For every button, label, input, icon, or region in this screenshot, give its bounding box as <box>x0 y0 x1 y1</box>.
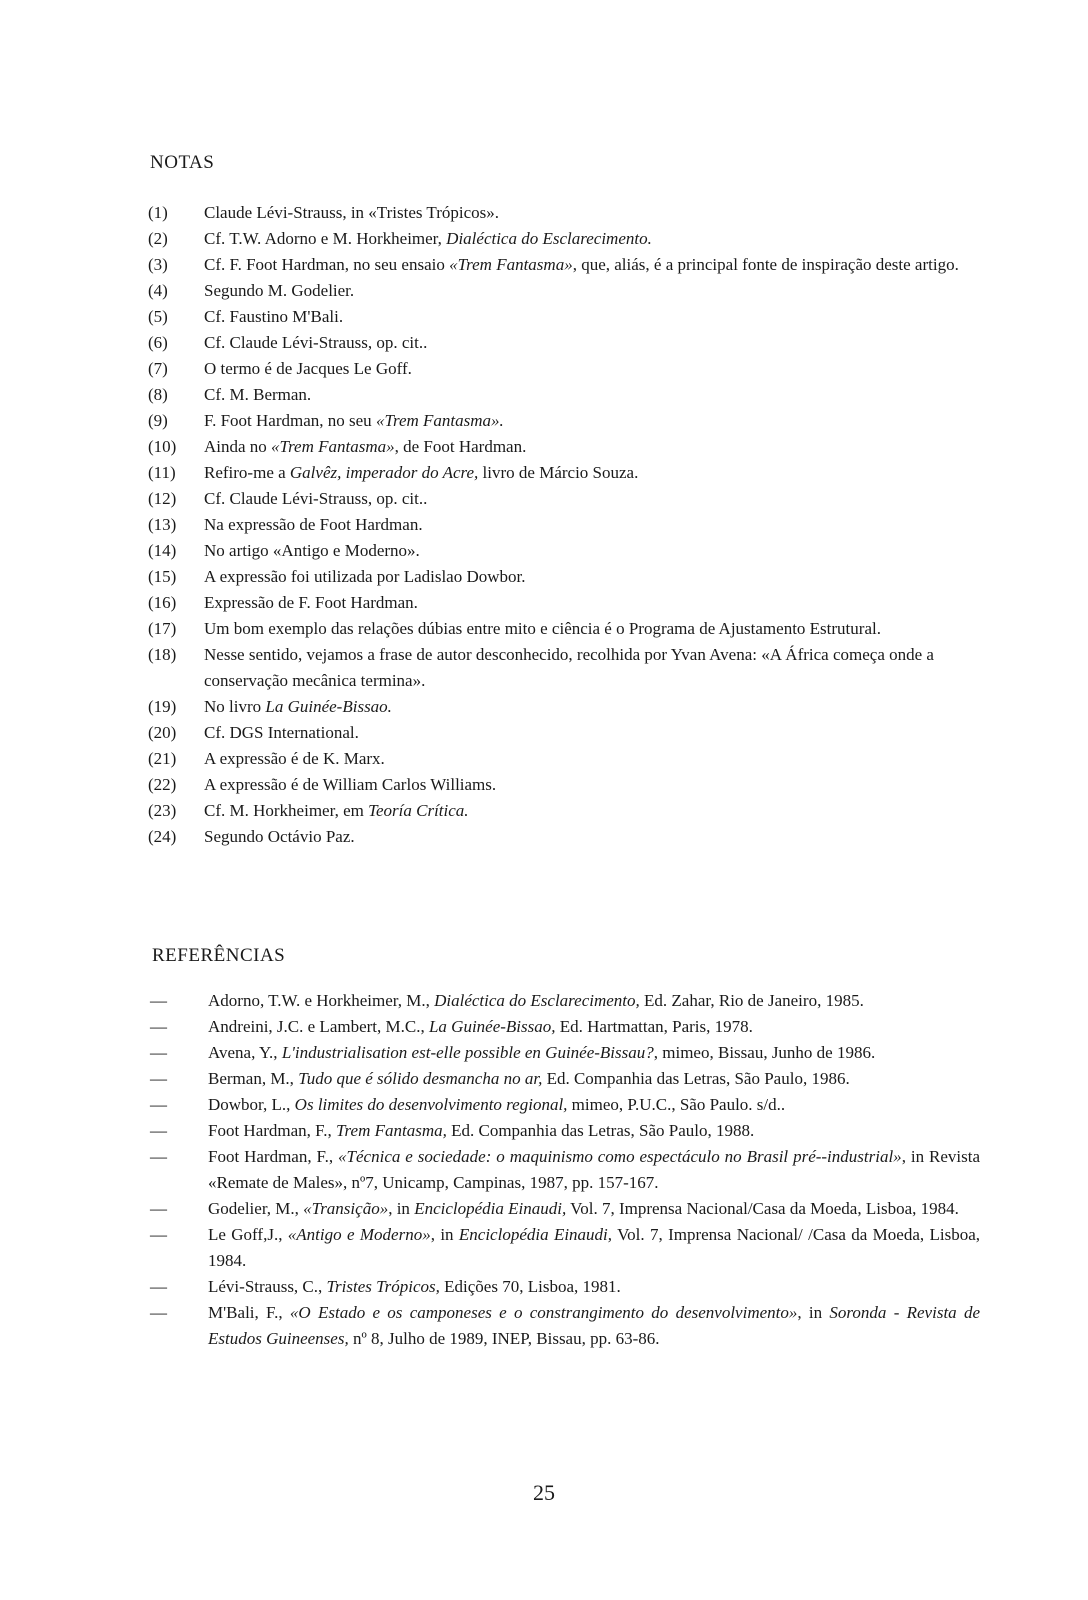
note-text <box>204 564 978 590</box>
text-segment: Adorno, T.W. e Horkheimer, M., <box>208 991 435 1010</box>
italic-title: Tristes Trópicos, <box>326 1277 440 1296</box>
reference-text <box>208 1066 980 1092</box>
note-item <box>148 798 978 824</box>
italic-title: «Trem Fantasma» <box>271 437 395 456</box>
note-text <box>204 226 978 252</box>
reference-dash: — <box>150 1121 167 1140</box>
text-segment: No livro <box>204 697 266 716</box>
text-segment: Refiro-me a <box>204 463 290 482</box>
note-number: (9) <box>148 411 168 430</box>
note-text <box>204 356 978 382</box>
italic-title: «O Estado e os camponeses e o constrangimento do desenvolvimento» <box>289 1303 798 1322</box>
note-number: (23) <box>148 801 177 820</box>
text-segment: Segundo Octávio Paz. <box>204 827 355 846</box>
text-segment: Cf. M. Horkheimer, em <box>204 801 369 820</box>
text-segment: , que, aliás, é a principal fonte de inspiração deste artigo. <box>572 255 959 274</box>
note-item <box>148 278 978 304</box>
references-list <box>150 988 980 1352</box>
italic-title: Os limites do desenvolvimento regional, <box>294 1095 568 1114</box>
reference-dash: — <box>150 1043 167 1062</box>
reference-text <box>208 1014 980 1040</box>
text-segment: livro de Márcio Souza. <box>478 463 639 482</box>
note-text <box>204 252 978 278</box>
notes-list <box>148 200 978 850</box>
note-text <box>204 642 978 694</box>
italic-title: «Transição» <box>303 1199 389 1218</box>
text-segment: Foot Hardman, F., <box>208 1121 337 1140</box>
text-segment: Cf. F. Foot Hardman, no seu ensaio <box>204 255 450 274</box>
note-item <box>148 330 978 356</box>
italic-title: Dialéctica do Esclarecimento. <box>446 229 652 248</box>
note-number: (18) <box>148 645 177 664</box>
note-text <box>204 590 978 616</box>
text-segment: , mimeo, Bissau, Junho de 1986. <box>653 1043 876 1062</box>
note-item <box>148 616 978 642</box>
note-item <box>148 252 978 278</box>
text-segment: Na expressão de Foot Hardman. <box>204 515 423 534</box>
note-number: (14) <box>148 541 177 560</box>
reference-text <box>208 1118 980 1144</box>
text-segment: Cf. Faustino M'Bali. <box>204 307 344 326</box>
note-item <box>148 590 978 616</box>
italic-title: Soronda - Revista de Estudos Guineenses, <box>208 1303 980 1348</box>
note-number: (13) <box>148 515 177 534</box>
note-number: (3) <box>148 255 168 274</box>
note-text <box>204 486 978 512</box>
note-text <box>204 512 978 538</box>
reference-text <box>208 1144 980 1196</box>
italic-title: Trem Fantasma, <box>336 1121 447 1140</box>
note-text <box>204 460 978 486</box>
text-segment: mimeo, P.U.C., São Paulo. s/d.. <box>567 1095 786 1114</box>
text-segment: Foot Hardman, F., <box>208 1147 339 1166</box>
text-segment: Ed. Zahar, Rio de Janeiro, 1985. <box>639 991 864 1010</box>
reference-item <box>150 1196 980 1222</box>
note-item <box>148 460 978 486</box>
note-number: (5) <box>148 307 168 326</box>
text-segment: Edições 70, Lisboa, 1981. <box>439 1277 621 1296</box>
reference-item <box>150 1040 980 1066</box>
note-text <box>204 772 978 798</box>
note-text <box>204 200 978 226</box>
note-text <box>204 330 978 356</box>
note-item <box>148 824 978 850</box>
text-segment: Andreini, J.C. e Lambert, M.C., <box>208 1017 429 1036</box>
note-number: (20) <box>148 723 177 742</box>
note-number: (6) <box>148 333 168 352</box>
reference-dash: — <box>150 1147 167 1166</box>
reference-dash: — <box>150 1017 167 1036</box>
note-number: (8) <box>148 385 168 404</box>
note-number: (11) <box>148 463 176 482</box>
note-text <box>204 720 978 746</box>
note-item <box>148 642 978 694</box>
text-segment: Ed. Companhia das Letras, São Paulo, 1988. <box>446 1121 755 1140</box>
italic-title: «Trem Fantasma» <box>449 255 573 274</box>
text-segment: F. Foot Hardman, no seu <box>204 411 376 430</box>
text-segment: Segundo M. Godelier. <box>204 281 355 300</box>
text-segment: Um bom exemplo das relações dúbias entre mito e ciência é o Programa de Ajustamento Estrutural. <box>204 619 881 638</box>
italic-title: Dialéctica do Esclarecimento, <box>434 991 640 1010</box>
italic-title: Teoría Crítica. <box>368 801 469 820</box>
text-segment: , in <box>388 1199 415 1218</box>
text-segment: Berman, M., <box>208 1069 299 1088</box>
reference-text <box>208 1222 980 1274</box>
reference-dash: — <box>150 1069 167 1088</box>
references-heading: REFERÊNCIAS <box>152 945 286 966</box>
reference-text <box>208 1274 980 1300</box>
text-segment: Expressão de F. Foot Hardman. <box>204 593 418 612</box>
note-number: (16) <box>148 593 177 612</box>
note-number: (19) <box>148 697 177 716</box>
note-number: (4) <box>148 281 168 300</box>
reference-item <box>150 1066 980 1092</box>
note-item <box>148 304 978 330</box>
text-segment: Lévi-Strauss, C., <box>208 1277 327 1296</box>
note-number: (21) <box>148 749 177 768</box>
note-item <box>148 772 978 798</box>
reference-item <box>150 1144 980 1196</box>
note-number: (24) <box>148 827 177 846</box>
text-segment: Cf. M. Berman. <box>204 385 312 404</box>
note-number: (17) <box>148 619 177 638</box>
italic-title: La Guinée-Bissao, <box>428 1017 556 1036</box>
text-segment: A expressão é de K. Marx. <box>204 749 385 768</box>
note-text <box>204 824 978 850</box>
italic-title: Enciclopédia Einaudi, <box>458 1225 613 1244</box>
note-item <box>148 512 978 538</box>
note-text <box>204 538 978 564</box>
note-item <box>148 434 978 460</box>
text-segment: Ainda no <box>204 437 272 456</box>
note-item <box>148 226 978 252</box>
italic-title: Enciclopédia Einaudi, <box>414 1199 567 1218</box>
italic-title: La Guinée-Bissao. <box>265 697 392 716</box>
note-text <box>204 694 978 720</box>
text-segment: Claude Lévi-Strauss, in «Tristes Trópicos». <box>204 203 500 222</box>
text-segment: , in <box>797 1303 830 1322</box>
text-segment: M'Bali, F., <box>208 1303 290 1322</box>
reference-item <box>150 1092 980 1118</box>
reference-dash: — <box>150 1303 167 1322</box>
note-number: (22) <box>148 775 177 794</box>
reference-dash: — <box>150 1199 167 1218</box>
text-segment: Vol. 7, Imprensa Nacional/Casa da Moeda, Lisboa, 1984. <box>566 1199 959 1218</box>
text-segment: Cf. Claude Lévi-Strauss, op. cit.. <box>204 333 428 352</box>
text-segment: Ed. Companhia das Letras, São Paulo, 1986. <box>542 1069 850 1088</box>
note-text <box>204 408 978 434</box>
italic-title: «Antigo e Moderno» <box>287 1225 431 1244</box>
note-text <box>204 278 978 304</box>
text-segment: Cf. DGS International. <box>204 723 359 742</box>
note-text <box>204 382 978 408</box>
note-item <box>148 382 978 408</box>
reference-item <box>150 1300 980 1352</box>
note-number: (10) <box>148 437 177 456</box>
italic-title: «Trem Fantasma». <box>375 411 504 430</box>
text-segment: Vol. 7, Imprensa Nacional/ /Casa da Moeda, Lisboa, 1984. <box>208 1225 980 1270</box>
reference-item <box>150 1118 980 1144</box>
text-segment: Ed. Hartmattan, Paris, 1978. <box>555 1017 753 1036</box>
reference-text <box>208 988 980 1014</box>
note-number: (1) <box>148 203 168 222</box>
notes-heading: NOTAS <box>150 152 215 173</box>
text-segment: A expressão foi utilizada por Ladislao Dowbor. <box>204 567 526 586</box>
text-segment: nº 8, Julho de 1989, INEP, Bissau, pp. 63-86. <box>348 1329 660 1348</box>
reference-item <box>150 1014 980 1040</box>
reference-item <box>150 1274 980 1300</box>
reference-item <box>150 988 980 1014</box>
text-segment: , de Foot Hardman. <box>394 437 527 456</box>
reference-text <box>208 1040 980 1066</box>
note-item <box>148 538 978 564</box>
text-segment: Cf. T.W. Adorno e M. Horkheimer, <box>204 229 447 248</box>
note-number: (12) <box>148 489 177 508</box>
text-segment: , in Revista «Remate de Males», nº7, Unicamp, Campinas, 1987, pp. 157-167. <box>208 1147 980 1192</box>
note-number: (2) <box>148 229 168 248</box>
reference-text <box>208 1300 980 1352</box>
note-item <box>148 408 978 434</box>
text-segment: Le Goff,J., <box>208 1225 288 1244</box>
italic-title: Tudo que é sólido desmancha no ar, <box>298 1069 543 1088</box>
text-segment: No artigo «Antigo e Moderno». <box>204 541 420 560</box>
reference-item <box>150 1222 980 1274</box>
italic-title: Galvêz, imperador do Acre, <box>289 463 479 482</box>
note-text <box>204 434 978 460</box>
reference-dash: — <box>150 1225 167 1244</box>
reference-text <box>208 1092 980 1118</box>
page-number: 25 <box>533 1480 555 1505</box>
note-number: (7) <box>148 359 168 378</box>
note-number: (15) <box>148 567 177 586</box>
text-segment: Dowbor, L., <box>208 1095 295 1114</box>
reference-dash: — <box>150 991 167 1010</box>
note-item <box>148 564 978 590</box>
reference-dash: — <box>150 1095 167 1114</box>
note-text <box>204 616 978 642</box>
note-item <box>148 356 978 382</box>
note-text <box>204 304 978 330</box>
text-segment: Nesse sentido, vejamos a frase de autor desconhecido, recolhida por Yvan Avena: «A África começa onde a conservação mecânica termina». <box>204 645 934 690</box>
text-segment: A expressão é de William Carlos Williams. <box>204 775 497 794</box>
italic-title: «Técnica e sociedade: o maquinismo como espectáculo no Brasil pré--industrial» <box>338 1147 902 1166</box>
note-item <box>148 720 978 746</box>
text-segment: Godelier, M., <box>208 1199 304 1218</box>
text-segment: O termo é de Jacques Le Goff. <box>204 359 412 378</box>
italic-title: L'industrialisation est-elle possible en Guinée-Bissau? <box>281 1043 654 1062</box>
text-segment: Cf. Claude Lévi-Strauss, op. cit.. <box>204 489 428 508</box>
note-text <box>204 746 978 772</box>
note-item <box>148 486 978 512</box>
reference-text <box>208 1196 980 1222</box>
text-segment: Avena, Y., <box>208 1043 282 1062</box>
text-segment: , in <box>430 1225 459 1244</box>
reference-dash: — <box>150 1277 167 1296</box>
note-text <box>204 798 978 824</box>
note-item <box>148 746 978 772</box>
note-item <box>148 200 978 226</box>
note-item <box>148 694 978 720</box>
